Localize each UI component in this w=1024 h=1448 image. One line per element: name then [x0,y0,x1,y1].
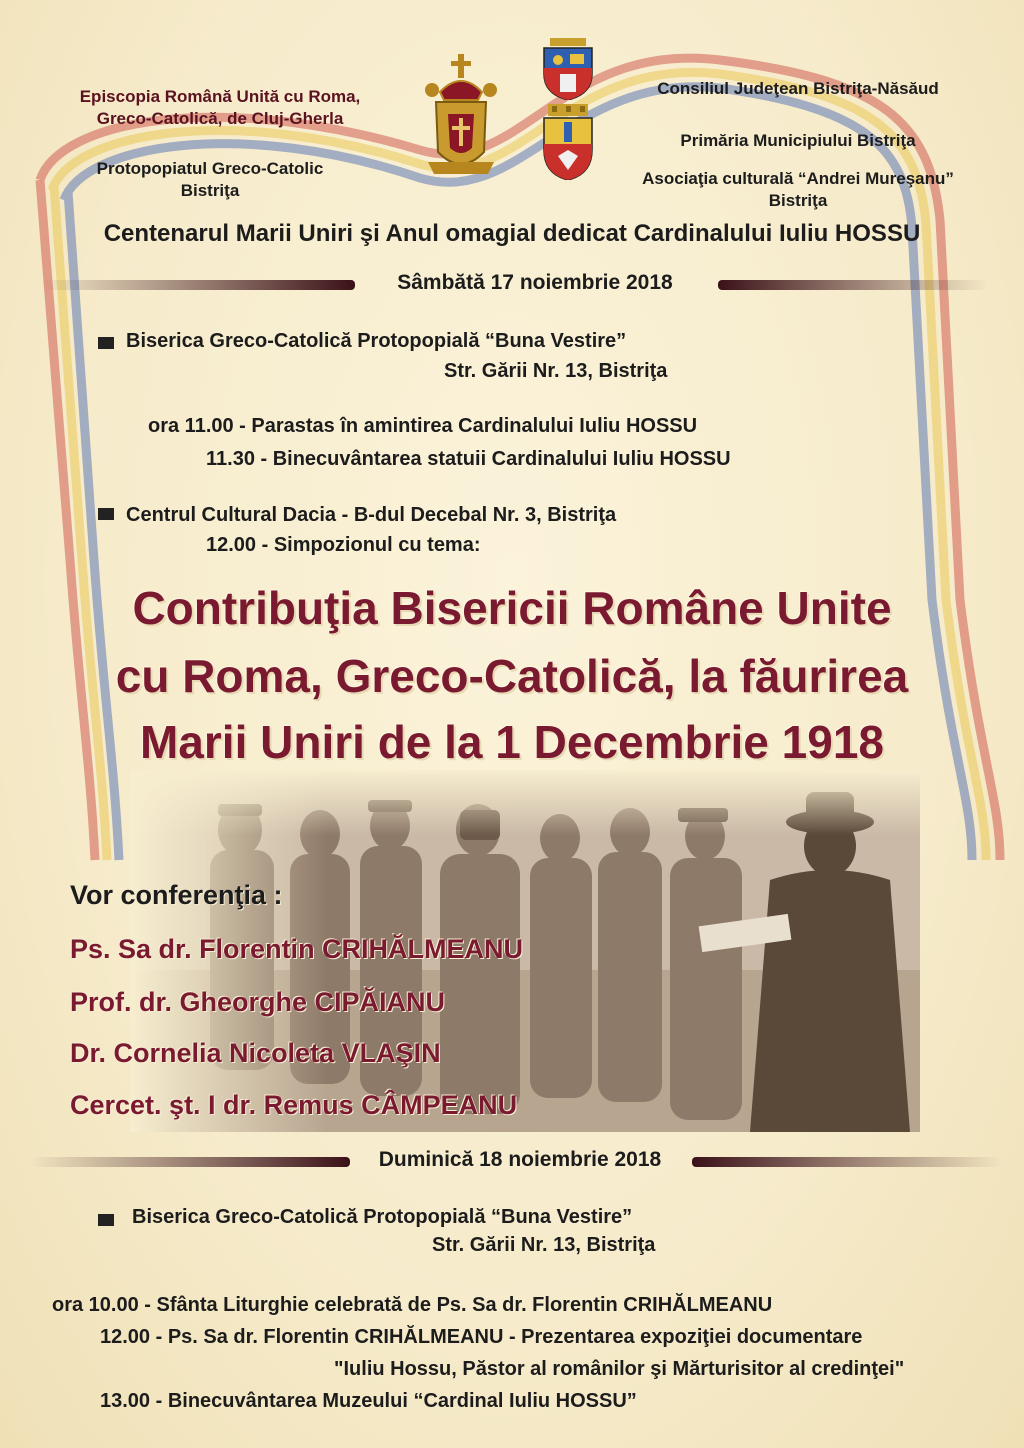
day2-item-2-continued: "Iuliu Hossu, Păstor al românilor şi Mărturisitor al credinţei" [334,1358,905,1380]
right-org-line-3: Asociaţia culturală “Andrei Mureşanu” [642,169,954,188]
speakers-label: Vor conferenţia : [70,880,283,910]
day2-venue-name: Biserica Greco-Catolică Protopopială “Buna Vestire” [132,1206,633,1228]
bullet-icon [98,508,114,520]
symposium-title-line-1: Contribuţia Bisericii Române Unite [132,582,892,634]
bullet-icon [98,1214,114,1226]
day1-item-2: 11.30 - Binecuvântarea statuii Cardinalului Iuliu HOSSU [206,448,731,470]
right-org-line-4: Bistriţa [768,191,828,210]
day1-venue1-name: Biserica Greco-Catolică Protopopială “Buna Vestire” [126,330,627,352]
speaker-4: Cercet. şt. I dr. Remus CÂMPEANU [70,1090,518,1120]
day1-venue2-name: Centrul Cultural Dacia - B-dul Decebal Nr. 3, Bistriţa [126,504,617,526]
day1-item-1: ora 11.00 - Parastas în amintirea Cardinalului Iuliu HOSSU [148,415,698,437]
city-coat-of-arms-icon [540,104,596,180]
day2-item-1: ora 10.00 - Sfânta Liturghie celebrată de Ps. Sa dr. Florentin CRIHĂLMEANU [52,1294,773,1316]
day1-item-3: 12.00 - Simpozionul cu tema: [206,534,481,556]
bishop-coat-of-arms-icon [418,52,504,182]
right-org-line-1: Consiliul Judeţean Bistriţa-Năsăud [657,79,939,98]
county-coat-of-arms-icon [540,38,596,100]
symposium-title-line-2: cu Roma, Greco-Catolică, la făurirea [115,650,909,702]
day1-date: Sâmbătă 17 noiembrie 2018 [397,271,673,294]
day2-item-3: 13.00 - Binecuvântarea Muzeului “Cardinal Iuliu HOSSU” [100,1390,637,1412]
day2-item-2: 12.00 - Ps. Sa dr. Florentin CRIHĂLMEANU - Prezentarea expoziţiei documentare [100,1326,863,1348]
left-org-line-1: Episcopia Română Unită cu Roma, [79,87,361,106]
speaker-3: Dr. Cornelia Nicoleta VLAŞIN [70,1038,441,1068]
left-org-line-4: Bistriţa [180,181,240,200]
left-org-line-3: Protopopiatul Greco-Catolic [96,159,324,178]
day1-divider-left [40,280,355,290]
day2-venue-address: Str. Gării Nr. 13, Bistriţa [432,1234,656,1256]
symposium-title-line-3: Marii Uniri de la 1 Decembrie 1918 [139,716,885,768]
day1-venue1-address: Str. Gării Nr. 13, Bistriţa [444,360,668,382]
right-org-line-2: Primăria Municipiului Bistriţa [680,131,916,150]
bullet-icon [98,337,114,349]
speaker-2: Prof. dr. Gheorghe CIPĂIANU [70,987,446,1017]
event-title: Centenarul Marii Uniri şi Anul omagial dedicat Cardinalului Iuliu HOSSU [103,220,921,247]
day2-divider-right [692,1157,1002,1167]
left-org-line-2: Greco-Catolică, de Cluj-Gherla [96,109,344,128]
day2-divider-left [30,1157,350,1167]
speaker-1: Ps. Sa dr. Florentin CRIHĂLMEANU [70,934,524,964]
day2-date: Duminică 18 noiembrie 2018 [378,1148,662,1171]
day1-divider-right [718,280,988,290]
